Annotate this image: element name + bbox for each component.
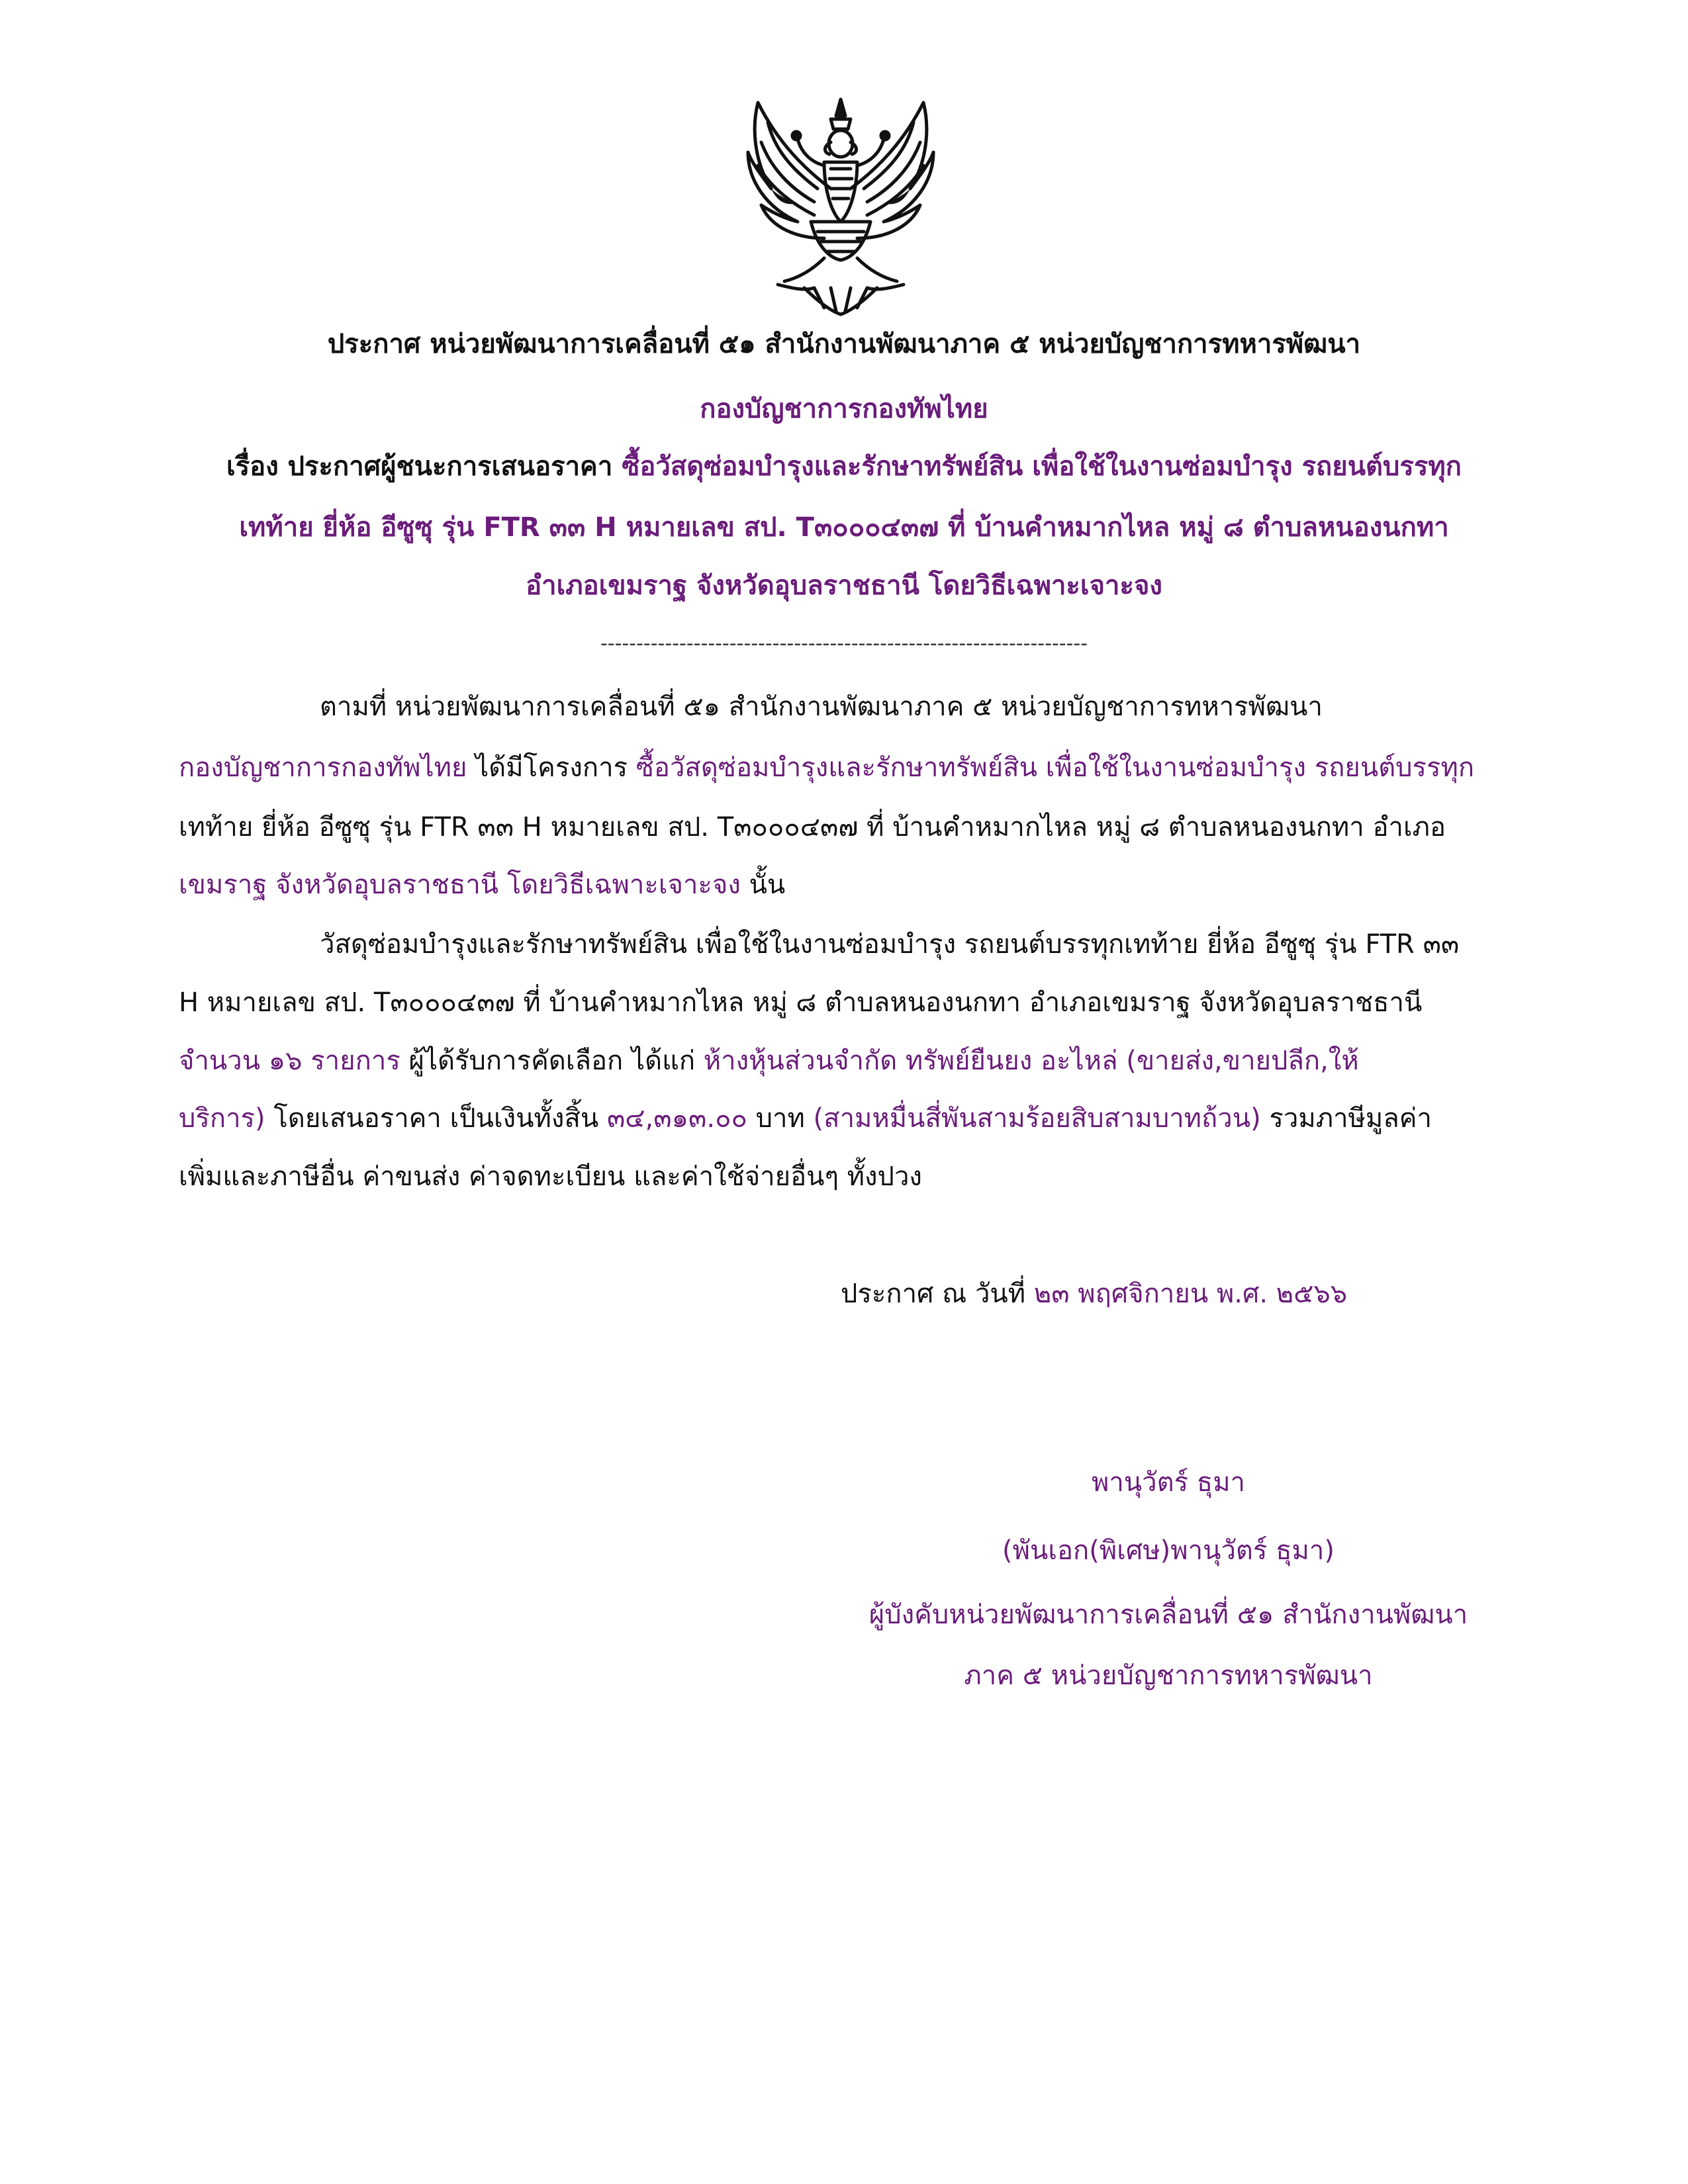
signature-position-line-1: ผู้บังคับหน่วยพัฒนาการเคลื่อนที่ ๕๑ สำนักงานพัฒนา [868, 1600, 1468, 1630]
p2-selected-label: ผู้ได้รับการคัดเลือก ได้แก่ [400, 1046, 704, 1076]
p2-line-1: วัสดุซ่อมบำรุงและรักษาทรัพย์สิน เพื่อใช้ในงานซ่อมบำรุง รถยนต์บรรทุกเทท้าย ยี่ห้อ อีซูซุ รุ่น FTR ๓๓ [320, 929, 1460, 960]
date-value: ๒๓ พฤศจิกายน พ.ศ. ๒๕๖๖ [1033, 1279, 1348, 1309]
p2-line-4 [179, 1102, 1432, 1135]
header-line-1: ประกาศ หน่วยพัฒนาการเคลื่อนที่ ๕๑ สำนักงานพัฒนาภาค ๕ หน่วยบัญชาการทหารพัฒนา [327, 329, 1361, 359]
p1-line-2 [179, 751, 1474, 784]
p1-location: เขมราฐ จังหวัดอุบลราชธานี โดยวิธีเฉพาะเจาะจง [179, 870, 741, 900]
subject-text: ซื้อวัสดุซ่อมบำรุงและรักษาทรัพย์สิน เพื่อใช้ในงานซ่อมบำรุง รถยนต์บรรทุก [622, 451, 1462, 482]
header-line-2: กองบัญชาการกองทัพไทย [700, 394, 988, 424]
p2-line-5: เพิ่มและภาษีอื่น ค่าขนส่ง ค่าจดทะเบียน และค่าใช้จ่ายอื่นๆ ทั้งปวง [179, 1161, 922, 1192]
p1-end: นั้น [740, 870, 786, 900]
signature-name: พานุวัตร์ ธุมา [1091, 1467, 1246, 1498]
signature-rank-name: (พันเอก(พิเศษ)พานุวัตร์ ธุมา) [1002, 1535, 1335, 1566]
announcement-date [841, 1277, 1347, 1310]
p2-line-3 [179, 1044, 1359, 1077]
p1-project: ซื้อวัสดุซ่อมบำรุงและรักษาทรัพย์สิน เพื่อใช้ในงานซ่อมบำรุง รถยนต์บรรทุก [635, 752, 1475, 783]
garuda-emblem-icon [731, 89, 950, 321]
header-line-4: เทท้าย ยี่ห้อ อีซูซุ รุ่น FTR ๓๓ H หมายเลข สป. T๓๐๐๐๔๓๗ ที่ บ้านคำหมากไหล หมู่ ๘ ตำบลหนองนกทา [239, 512, 1449, 543]
divider-rule: -------------------------------------------------------------------- [600, 632, 1088, 655]
p2-line-2: H หมายเลข สป. T๓๐๐๐๔๓๗ ที่ บ้านคำหมากไหล หมู่ ๘ ตำบลหนองนกทา อำเภอเขมราฐ จังหวัดอุบลราชธานี [179, 987, 1423, 1018]
p1-line-4 [179, 868, 785, 901]
p1-line-3: เทท้าย ยี่ห้อ อีซูซุ รุ่น FTR ๓๓ H หมายเลข สป. T๓๐๐๐๔๓๗ ที่ บ้านคำหมากไหล หมู่ ๘ ตำบลหนองนกทา อำเภอ [179, 812, 1446, 842]
p2-vendor: ห้างหุ้นส่วนจำกัด ทรัพย์ยืนยง อะไหล่ (ขายส่ง,ขายปลีก,ให้ [703, 1046, 1359, 1076]
p2-price-label: โดยเสนอราคา เป็นเงินทั้งสิ้น [265, 1103, 607, 1134]
p1-line-1: ตามที่ หน่วยพัฒนาการเคลื่อนที่ ๕๑ สำนักงานพัฒนาภาค ๕ หน่วยบัญชาการทหารพัฒนา [320, 692, 1323, 722]
p2-vat: รวมภาษีมูลค่า [1260, 1103, 1432, 1134]
p1-org: กองบัญชาการกองทัพไทย [179, 752, 467, 783]
p1-connector: ได้มีโครงการ [467, 752, 636, 783]
header-line-3 [132, 450, 1556, 483]
p2-baht: บาท [747, 1103, 814, 1134]
p2-vendor-cont: บริการ) [179, 1103, 265, 1134]
date-prefix: ประกาศ ณ วันที่ [841, 1279, 1034, 1309]
p2-price: ๓๔,๓๑๓.๐๐ [606, 1103, 747, 1134]
p2-price-words: (สามหมื่นสี่พันสามร้อยสิบสามบาทถ้วน) [813, 1103, 1261, 1134]
p2-quantity: จำนวน ๑๖ รายการ [179, 1046, 400, 1076]
signature-position-line-2: ภาค ๕ หน่วยบัญชาการทหารพัฒนา [964, 1661, 1373, 1691]
subject-prefix: เรื่อง ประกาศผู้ชนะการเสนอราคา [226, 451, 622, 482]
header-line-5: อำเภอเขมราฐ จังหวัดอุบลราชธานี โดยวิธีเฉพาะเจาะจง [526, 570, 1162, 601]
